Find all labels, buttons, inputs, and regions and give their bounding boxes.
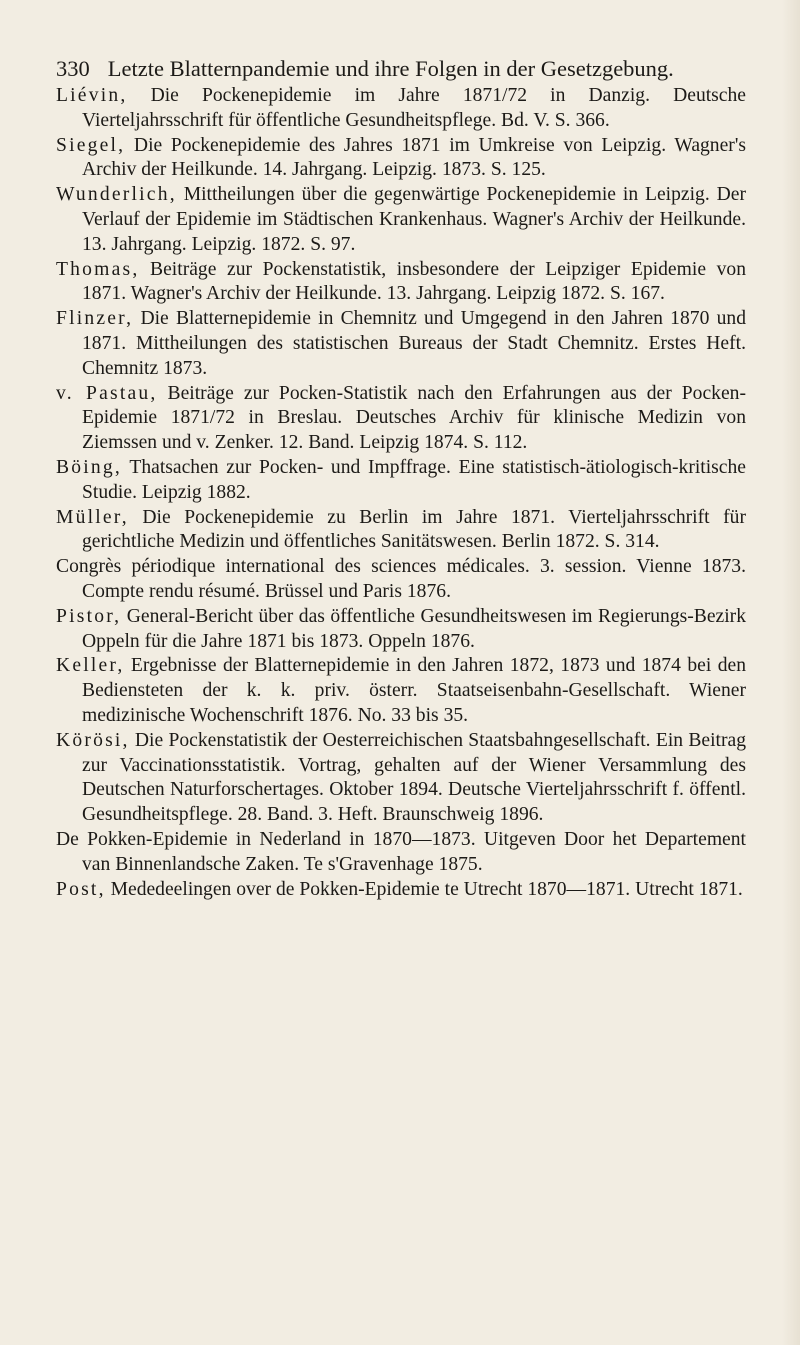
page-number: 330 bbox=[56, 56, 90, 81]
entry-text: Die Pockenstatistik der Oesterreichischen Staatsbahngesellschaft. Ein Beitrag zur Vaccinationsstatistik. Vortrag, gehalten auf der Wiener Versammlung des Deutschen Naturforschertages. Oktober 1894. Deutsche Vierteljahrsschrift f. öffentl. Gesundheitspflege. 28. Band. 3. Heft. Braunschweig 1896. bbox=[82, 729, 746, 826]
running-title: Letzte Blatternpandemie und ihre Folgen in der Gesetzgebung. bbox=[107, 56, 674, 81]
bibliography-entry bbox=[56, 456, 746, 506]
page-edge-shading bbox=[782, 0, 800, 1345]
bibliography-list bbox=[56, 84, 746, 902]
bibliography-entry bbox=[56, 183, 746, 257]
entry-text: Die Blatternepidemie in Chemnitz und Umgegend in den Jahren 1870 und 1871. Mittheilungen des statistischen Bureaus der Stadt Chemnitz. Erstes Heft. Chemnitz 1873. bbox=[82, 308, 746, 379]
bibliography-entry bbox=[56, 307, 746, 381]
bibliography-entry bbox=[56, 654, 746, 728]
entry-author: Siegel, bbox=[56, 134, 126, 156]
entry-text: General-Bericht über das öffentliche Gesundheitswesen im Regierungs-Bezirk Oppeln für die Jahre 1871 bis 1873. Oppeln 1876. bbox=[82, 605, 746, 652]
entry-author: Müller, bbox=[56, 506, 129, 528]
entry-text: Mittheilungen über die gegenwärtige Pockenepidemie in Leipzig. Der Verlauf der Epidemie im Städtischen Krankenhaus. Wagner's Archiv der Heilkunde. 13. Jahrgang. Leipzig. 1872. S. 97. bbox=[82, 184, 746, 255]
bibliography-entry bbox=[56, 134, 746, 184]
bibliography-entry bbox=[56, 828, 746, 878]
entry-author: Wunderlich, bbox=[56, 184, 177, 206]
entry-author: Flinzer, bbox=[56, 308, 134, 330]
entry-text: Congrès périodique international des sciences médicales. 3. session. Vienne 1873. Compte rendu résumé. Brüssel und Paris 1876. bbox=[56, 556, 746, 602]
bibliography-entry bbox=[56, 555, 746, 605]
bibliography-entry bbox=[56, 878, 746, 903]
entry-author: Körösi, bbox=[56, 729, 130, 751]
page-header bbox=[56, 54, 756, 84]
entry-text: Beiträge zur Pocken-Statistik nach den Erfahrungen aus der Pocken-Epidemie 1871/72 in Breslau. Deutsches Archiv für klinische Medizin von Ziemssen und v. Zenker. 12. Band. Leipzig 1874. S. 112. bbox=[82, 382, 746, 454]
bibliography-entry bbox=[56, 729, 746, 828]
entry-text: Mededeelingen over de Pokken-Epidemie te Utrecht 1870—1871. Utrecht 1871. bbox=[105, 878, 743, 900]
entry-text: Die Pockenepidemie zu Berlin im Jahre 1871. Vierteljahrsschrift für gerichtliche Medizin und öffentliches Sanitätswesen. Berlin 1872. S. 314. bbox=[82, 506, 746, 553]
bibliography-entry bbox=[56, 258, 746, 308]
entry-text: De Pokken-Epidemie in Nederland in 1870—1873. Uitgeven Door het Departement van Binnenlandsche Zaken. Te s'Gravenhage 1875. bbox=[56, 828, 746, 875]
entry-author: Post, bbox=[56, 878, 106, 900]
bibliography-entry bbox=[56, 382, 746, 456]
entry-text: Ergebnisse der Blatternepidemie in den Jahren 1872, 1873 und 1874 bei den Bediensteten der k. k. priv. österr. Staatseisenbahn-Gesellschaft. Wiener medizinische Wochenschrift 1876. No. 33 bis 35. bbox=[82, 655, 746, 726]
entry-author: Böing, bbox=[56, 456, 123, 478]
entry-author: Thomas, bbox=[56, 258, 140, 280]
entry-author: Keller, bbox=[56, 655, 125, 677]
entry-text: Thatsachen zur Pocken- und Impffrage. Eine statistisch-ätiologisch-kritische Studie. Leipzig 1882. bbox=[82, 456, 746, 503]
bibliography-entry bbox=[56, 605, 746, 655]
entry-text: Die Pockenepidemie des Jahres 1871 im Umkreise von Leipzig. Wagner's Archiv der Heilkunde. 14. Jahrgang. Leipzig. 1873. S. 125. bbox=[82, 134, 746, 181]
entry-text: Beiträge zur Pockenstatistik, insbesondere der Leipziger Epidemie von 1871. Wagner's Archiv der Heilkunde. 13. Jahrgang. Leipzig 1872. S. 167. bbox=[82, 258, 746, 305]
entry-author: Pistor, bbox=[56, 605, 122, 627]
bibliography-entry bbox=[56, 506, 746, 556]
bibliography-entry bbox=[56, 84, 746, 134]
entry-text: Die Pockenepidemie im Jahre 1871/72 in Danzig. Deutsche Vierteljahrsschrift für öffentliche Gesundheitspflege. Bd. V. S. 366. bbox=[82, 85, 746, 131]
entry-author: v. Pastau, bbox=[56, 382, 158, 404]
entry-author: Liévin, bbox=[56, 85, 128, 106]
